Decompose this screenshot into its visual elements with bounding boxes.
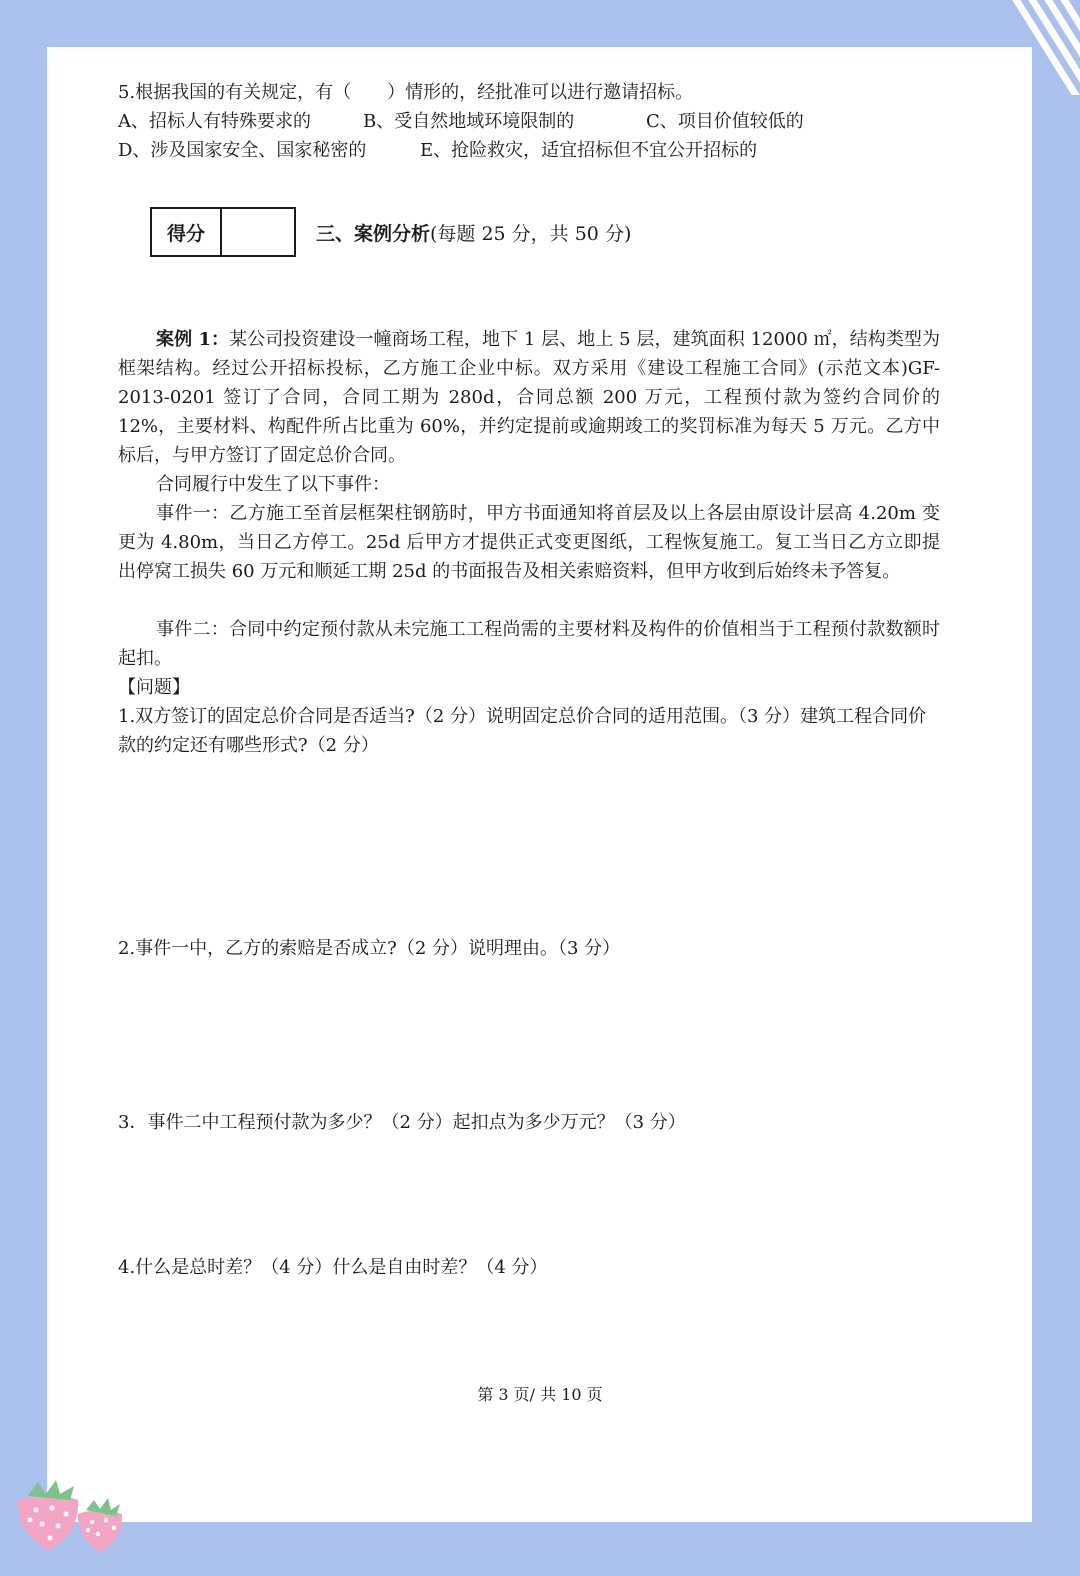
exam-page xyxy=(47,47,1032,1522)
q5-stem: 5.根据我国的有关规定，有（ ）情形的，经批准可以进行邀请招标。 xyxy=(118,82,694,103)
event-1: 事件一：乙方施工至首层框架柱钢筋时，甲方书面通知将首层及以上各层由原设计层高 4.20m 变更为 4.80m，当日乙方停工。25d 后甲方才提供正式变更图纸，工程恢复施工。复工当日乙方立即提出停窝工损失 60 万元和顺延工期 25d 的书面报告及相关索赔资料，但甲方收到后始终未予答复。 xyxy=(118,503,940,582)
strawberry-icon-small xyxy=(78,1498,122,1552)
q5-option-e: E、抢险救灾，适宜招标但不宜公开招标的 xyxy=(420,140,758,161)
section-title-note: (每题 25 分，共 50 分) xyxy=(430,222,632,245)
events-intro: 合同履行中发生了以下事件： xyxy=(156,474,390,495)
section3-header xyxy=(150,207,631,257)
section-title xyxy=(316,219,631,246)
question-4: 4.什么是总时差？（4 分）什么是自由时差？（4 分） xyxy=(118,1257,548,1278)
event-2: 事件二：合同中约定预付款从未完施工工程尚需的主要材料及构件的价值相当于工程预付款数额时起扣。 xyxy=(118,619,940,669)
q5-option-b: B、受自然地域环境限制的 xyxy=(363,111,575,132)
question-3: 3．事件二中工程预付款为多少？（2 分）起扣点为多少万元？（3 分） xyxy=(118,1112,686,1133)
score-box xyxy=(150,207,296,257)
case1-lead: 案例 1： xyxy=(156,329,230,350)
question-5 xyxy=(118,78,940,165)
q5-options-row2 xyxy=(118,136,940,165)
q5-option-a: A、招标人有特殊要求的 xyxy=(118,111,311,132)
section-title-main: 三、案例分析 xyxy=(316,222,431,245)
score-blank[interactable] xyxy=(222,209,294,255)
case1-text: 某公司投资建设一幢商场工程，地下 1 层、地上 5 层，建筑面积 12000 ㎡，结构类型为框架结构。经过公开招标投标，乙方施工企业中标。双方采用《建设工程施工合同》(示范文本)GF-2013-0201 签订了合同，合同工期为 280d，合同总额 200 万元，工程预付款为签约合同价的 12%，主要材料、构配件所占比重为 60%，并约定提前或逾期竣工的奖罚标准为每天 5 万元。乙方中标后，与甲方签订了固定总价合同。 xyxy=(118,329,940,466)
q5-options-row1 xyxy=(118,107,940,136)
strawberry-icon xyxy=(18,1480,78,1550)
score-label: 得分 xyxy=(152,209,222,255)
questions-label: 【问题】 xyxy=(118,677,190,698)
case1-paragraph xyxy=(118,325,940,470)
page-footer: 第 3 页/ 共 10 页 xyxy=(477,1385,603,1404)
q5-option-c: C、项目价值较低的 xyxy=(646,111,804,132)
question-1: 1.双方签订的固定总价合同是否适当?（2 分）说明固定总价合同的适用范围。（3 分）建筑工程合同价款的约定还有哪些形式?（2 分） xyxy=(118,706,927,756)
q5-option-d: D、涉及国家安全、国家秘密的 xyxy=(118,140,367,161)
strawberry-decoration xyxy=(8,1470,128,1570)
question-2: 2.事件一中，乙方的索赔是否成立?（2 分）说明理由。（3 分） xyxy=(118,938,621,959)
